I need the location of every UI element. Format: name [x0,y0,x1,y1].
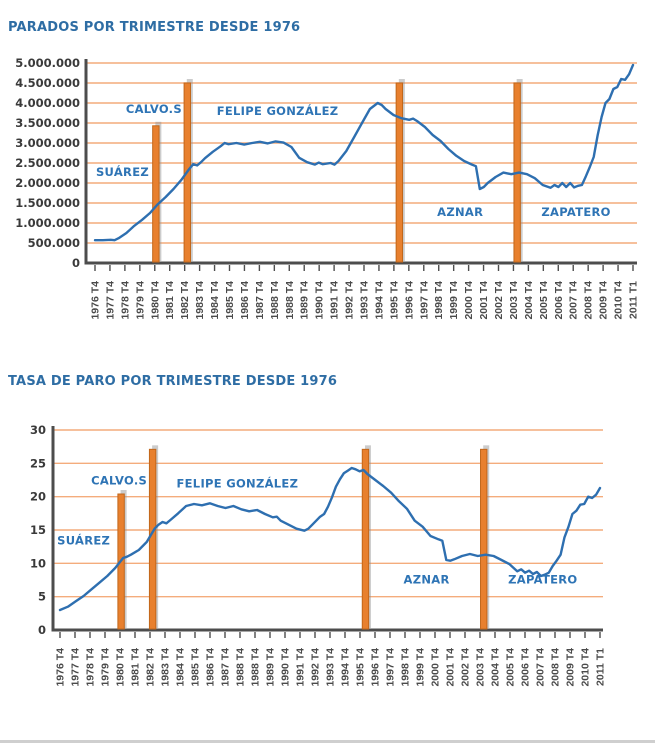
svg-text:2006 T4: 2006 T4 [519,648,532,687]
svg-text:1978 T4: 1978 T4 [84,648,97,687]
tasa-paro-chart-title: TASA DE PARO POR TRIMESTRE DESDE 1976 [8,374,338,389]
svg-text:500.000: 500.000 [27,236,80,250]
svg-text:2001 T4: 2001 T4 [478,281,491,320]
svg-text:2005 T4: 2005 T4 [504,648,517,687]
svg-text:0: 0 [37,623,46,637]
svg-text:FELIPE GONZÁLEZ: FELIPE GONZÁLEZ [216,104,339,118]
svg-text:2009 T4: 2009 T4 [597,281,610,320]
svg-text:1980 T4: 1980 T4 [149,281,162,320]
svg-text:ZAPATERO: ZAPATERO [508,572,578,587]
svg-text:ZAPATERO: ZAPATERO [541,205,611,220]
svg-text:1986 T4: 1986 T4 [204,648,217,687]
svg-text:15: 15 [29,523,46,537]
parados-chart-title: PARADOS POR TRIMESTRE DESDE 1976 [8,20,301,35]
svg-text:1985 T4: 1985 T4 [189,648,202,687]
tasa-paro-chart [30,423,607,687]
svg-text:1.500.000: 1.500.000 [15,196,80,210]
svg-text:2003 T4: 2003 T4 [507,281,520,320]
svg-text:1984 T4: 1984 T4 [209,281,222,320]
svg-text:1991 T4: 1991 T4 [328,281,341,320]
svg-text:0: 0 [71,256,80,270]
svg-text:1984 T4: 1984 T4 [174,648,187,687]
svg-text:1998 T4: 1998 T4 [433,281,446,320]
svg-text:AZNAR: AZNAR [403,572,450,587]
svg-text:5.000.000: 5.000.000 [15,56,80,70]
svg-text:1978 T4: 1978 T4 [119,281,132,320]
svg-text:3.500.000: 3.500.000 [15,116,80,130]
svg-text:2008 T4: 2008 T4 [549,648,562,687]
svg-text:2011 T1: 2011 T1 [627,281,640,319]
svg-text:2010 T4: 2010 T4 [612,281,625,320]
svg-text:1983 T4: 1983 T4 [159,648,172,687]
svg-text:1997 T4: 1997 T4 [384,648,397,687]
svg-text:2000 T4: 2000 T4 [463,281,476,320]
svg-text:1976 T4: 1976 T4 [54,648,67,687]
svg-text:20: 20 [29,489,46,504]
svg-text:1995 T4: 1995 T4 [354,648,367,687]
svg-text:1981 T4: 1981 T4 [164,281,177,320]
svg-text:10: 10 [29,556,46,571]
svg-text:CALVO.S: CALVO.S [125,102,182,116]
svg-text:2002 T4: 2002 T4 [459,648,472,687]
svg-text:SUÁREZ: SUÁREZ [95,164,150,179]
svg-text:1992 T4: 1992 T4 [309,648,322,687]
svg-text:1988 T4: 1988 T4 [268,281,281,320]
svg-text:4.000.000: 4.000.000 [15,96,80,110]
svg-text:5: 5 [37,589,46,604]
svg-text:1989 T4: 1989 T4 [264,648,277,687]
svg-text:1979 T4: 1979 T4 [99,648,112,687]
svg-text:1995 T4: 1995 T4 [388,281,401,320]
svg-text:1990 T4: 1990 T4 [279,648,292,687]
svg-text:1989 T4: 1989 T4 [298,281,311,320]
svg-text:2001 T4: 2001 T4 [444,648,457,687]
svg-text:2007 T4: 2007 T4 [534,648,547,687]
svg-text:1988 T4: 1988 T4 [234,648,247,687]
svg-text:1.000.000: 1.000.000 [15,216,80,230]
svg-text:1987 T4: 1987 T4 [219,648,232,687]
svg-text:1991 T4: 1991 T4 [294,648,307,687]
svg-text:1988 T4: 1988 T4 [249,648,262,687]
svg-text:30: 30 [29,423,46,437]
svg-text:2007 T4: 2007 T4 [567,281,580,320]
svg-text:1987 T4: 1987 T4 [253,281,266,320]
svg-text:2004 T4: 2004 T4 [522,281,535,320]
svg-text:2.500.000: 2.500.000 [15,156,80,170]
svg-text:1982 T4: 1982 T4 [144,648,157,687]
svg-text:1977 T4: 1977 T4 [104,281,117,320]
svg-text:1994 T4: 1994 T4 [373,281,386,320]
svg-text:1996 T4: 1996 T4 [403,281,416,320]
svg-text:3.000.000: 3.000.000 [15,136,80,150]
svg-text:1993 T4: 1993 T4 [324,648,337,687]
svg-text:1993 T4: 1993 T4 [358,281,371,320]
svg-text:2004 T4: 2004 T4 [489,648,502,687]
svg-text:1976 T4: 1976 T4 [89,281,102,320]
svg-text:SUÁREZ: SUÁREZ [57,533,111,548]
svg-text:2003 T4: 2003 T4 [474,648,487,687]
svg-text:2009 T4: 2009 T4 [564,648,577,687]
svg-text:2008 T4: 2008 T4 [582,281,595,320]
svg-text:AZNAR: AZNAR [437,205,484,220]
svg-text:1994 T4: 1994 T4 [339,648,352,687]
svg-text:2006 T4: 2006 T4 [552,281,565,320]
svg-text:4.500.000: 4.500.000 [15,76,80,90]
svg-text:1999 T4: 1999 T4 [448,281,461,320]
svg-text:1998 T4: 1998 T4 [399,648,412,687]
svg-text:2.000.000: 2.000.000 [15,176,80,190]
svg-text:1992 T4: 1992 T4 [343,281,356,320]
svg-text:2005 T4: 2005 T4 [537,281,550,320]
svg-text:2011 T1: 2011 T1 [594,648,607,686]
svg-text:1990 T4: 1990 T4 [313,281,326,320]
svg-text:1997 T4: 1997 T4 [418,281,431,320]
svg-text:1983 T4: 1983 T4 [194,281,207,320]
svg-text:1996 T4: 1996 T4 [369,648,382,687]
svg-text:2000 T4: 2000 T4 [429,648,442,687]
svg-text:1986 T4: 1986 T4 [238,281,251,320]
svg-text:FELIPE GONZÁLEZ: FELIPE GONZÁLEZ [176,476,299,491]
svg-text:1985 T4: 1985 T4 [224,281,236,320]
svg-text:25: 25 [29,456,46,471]
svg-text:1999 T4: 1999 T4 [414,648,427,687]
parados-chart [15,56,639,320]
svg-text:1981 T4: 1981 T4 [129,648,142,687]
svg-text:2010 T4: 2010 T4 [579,648,592,687]
svg-text:2002 T4: 2002 T4 [493,281,505,320]
svg-text:CALVO.S: CALVO.S [91,473,148,488]
svg-text:1988 T4: 1988 T4 [283,281,296,320]
svg-text:1979 T4: 1979 T4 [134,281,147,320]
svg-text:1977 T4: 1977 T4 [69,648,82,687]
svg-text:1980 T4: 1980 T4 [114,648,127,687]
svg-text:1982 T4: 1982 T4 [179,281,192,320]
